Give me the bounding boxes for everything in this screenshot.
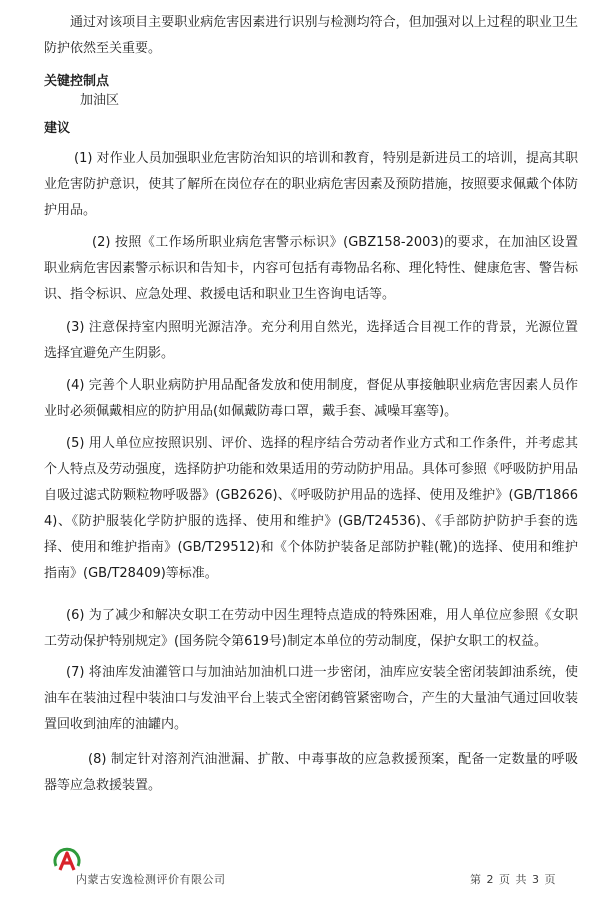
suggestion-4: (4) 完善个人职业病防护用品配备发放和使用制度，督促从事接触职业病危害因素人员作业时必须佩戴相应的防护用品(如佩戴防毒口罩，戴手套、减噪耳塞等)。	[44, 378, 578, 419]
suggestion-2: (2) 按照《工作场所职业病危害警示标识》(GBZ158-2003)的要求，在加油区设置职业病危害因素警示标识和告知卡，内容可包括有毒物品名称、理化特性、健康危害、警告标识、指令标识、应急处理、救援电话和职业卫生咨询电话等。	[44, 235, 578, 302]
company-logo-icon	[50, 844, 84, 874]
suggestion-6: (6) 为了减少和解决女职工在劳动中因生理特点造成的特殊困难，用人单位应参照《女职工劳动保护特别规定》(国务院令第619号)制定本单位的劳动制度，保护女职工的权益。	[44, 608, 578, 649]
key-point-item: 加油区	[80, 93, 120, 108]
suggestion-1: (1) 对作业人员加强职业危害防治知识的培训和教育，特别是新进员工的培训，提高其职业危害防护意识，使其了解所在岗位存在的职业病危害因素及预防措施，按照要求佩戴个体防护用品。	[44, 151, 578, 218]
intro-paragraph: 通过对该项目主要职业病危害因素进行识别与检测均符合，但加强对以上过程的职业卫生防护依然至关重要。	[44, 15, 578, 56]
page-footer	[0, 838, 614, 897]
suggestion-3: (3) 注意保持室内照明光源洁净。充分利用自然光，选择适合目视工作的背景，光源位置选择宜避免产生阴影。	[44, 320, 578, 361]
suggestion-7: (7) 将油库发油灌管口与加油站加油机口进一步密闭，油库应安装全密闭装卸油系统，使油车在装油过程中装油口与发油平台上装式全密闭鹤管紧密吻合，产生的大量油气通过回收装置回收到油库的油罐内。	[44, 665, 578, 732]
company-name: 内蒙古安逸检测评价有限公司	[76, 873, 226, 886]
suggestions-heading: 建议	[44, 121, 71, 136]
page-number: 第 2 页 共 3 页	[470, 873, 557, 886]
suggestion-8: (8) 制定针对溶剂汽油泄漏、扩散、中毒事故的应急救援预案，配备一定数量的呼吸器等应急救援装置。	[44, 752, 578, 793]
key-points-heading: 关键控制点	[44, 74, 110, 89]
suggestion-5: (5) 用人单位应按照识别、评价、选择的程序结合劳动者作业方式和工作条件，并考虑其个人特点及劳动强度，选择防护功能和效果适用的劳动防护用品。具体可参照《呼吸防护用品自吸过滤式防颗粒物呼吸器》(GB2626)、《呼吸防护用品的选择、使用及维护》(GB/T18664)、《防护服装化学防护服的选择、使用和维护》(GB/T24536)、《手部防护防护手套的选择、使用和维护指南》(GB/T29512)和《个体防护装备足部防护鞋(靴)的选择、使用和维护指南》(GB/T28409)等标准。	[44, 436, 578, 581]
